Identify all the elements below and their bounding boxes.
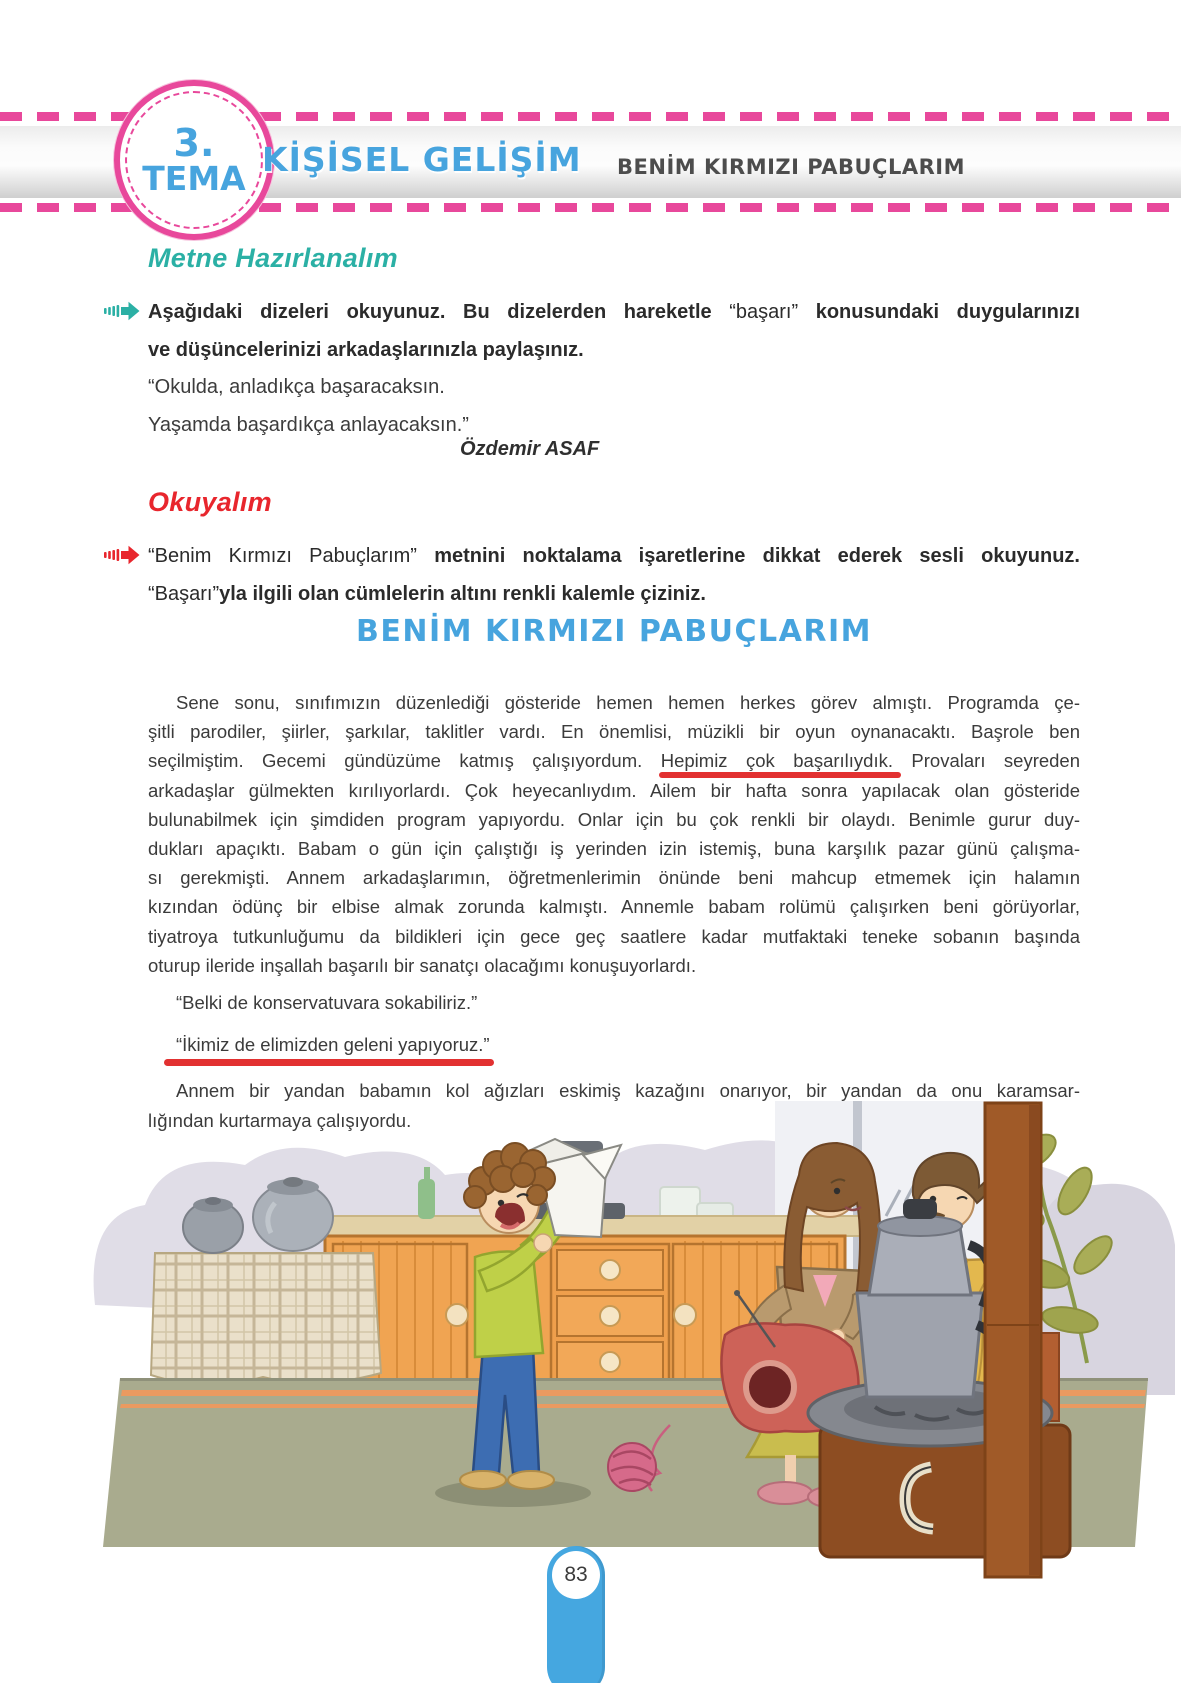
section-heading-prepare: Metne Hazırlanalım	[148, 243, 398, 273]
text-line: “Benim Kırmızı Pabuçlarım” metnini noktalama işaretlerine dikkat ederek sesli okuyunuz.	[148, 545, 1080, 567]
poet-name: Özdemir ASAF	[460, 438, 600, 460]
text-line: Sene sonu, sınıfımızın düzenlediği gösteride hemen hemen herkes görev almıştı. Programda çe-	[176, 692, 1080, 713]
lesson-title-header: BENİM KIRMIZI PABUÇLARIM	[617, 155, 965, 179]
poem-quote	[148, 368, 469, 444]
gray-pots	[183, 1177, 333, 1253]
kitchen-cabinets	[313, 1216, 861, 1396]
wall-background	[94, 1140, 1175, 1395]
poem-line: “Okulda, anladıkça başaracaksın.	[148, 376, 445, 398]
dialogue-line-1: “Belki de konservatuvara sokabiliriz.”	[176, 992, 478, 1013]
text-line: tiyatroya tutkunluğumu da bildikleri için gece geç saatlere kadar mutfaktaki teneke sobanın başında	[148, 925, 1080, 947]
page-number: 83	[552, 1551, 600, 1599]
poem-line: Yaşamda başardıkça anlayacaksın.”	[148, 414, 469, 436]
red-underlined-phrase: Hepimiz çok başarılıydık.	[660, 750, 893, 772]
section-heading-read: Okuyalım	[148, 487, 272, 517]
text-line: kızından ödünç bir elbise almak zorunda kalmıştı. Annemle babam rolümü çalışırken beni görüyorlar,	[148, 896, 1080, 918]
page-number-badge	[547, 1546, 605, 1683]
story-illustration	[85, 1095, 1181, 1583]
unit-label: TEMA	[142, 158, 246, 198]
text-line: bulunabilmek için şimdiden program yapıyordu. Onlar için bu çok renkli bir olaydı. Benimle gurur duy-	[148, 808, 1080, 830]
text-line: Annem bir yandan babamın kol ağızları eskimiş kazağını onarıyor, bir yandan da onu karamsar-	[176, 1080, 1080, 1101]
text-line: “Başarı”yla ilgili olan cümlelerin altını renkli kalemle çiziniz.	[148, 583, 706, 605]
drawer-column	[551, 1244, 669, 1388]
text-line: sı gerekmişti. Annem arkadaşlarımın, öğretmenlerimin önünde beni mahcup etmemek için halamın	[148, 867, 1080, 889]
text-line: Aşağıdaki dizeleri okuyunuz. Bu dizelerden hareketle “başarı” konusundaki duygularınızı	[148, 301, 1080, 323]
read-instruction	[148, 537, 1080, 613]
instruction-text	[148, 293, 1080, 369]
unit-badge	[114, 80, 274, 240]
prepare-instruction	[148, 293, 1080, 369]
green-bottle	[418, 1167, 435, 1219]
carpet	[103, 1378, 1148, 1547]
unit-number: 3.	[173, 120, 215, 165]
instruction-text	[148, 537, 1080, 613]
text-line: arkadaşlar gülmekten kırılıyorlardı. Çok heyecanlıydım. Ailem bir hafta sonra yapılacak olan gösteride	[148, 779, 1080, 801]
stove	[808, 1103, 1070, 1577]
side-table	[151, 1253, 381, 1419]
red-underlined-sentence: “İkimiz de elimizden geleni yapıyoruz.”	[176, 1034, 490, 1055]
kettle	[857, 1199, 999, 1397]
curly-hair	[464, 1143, 555, 1208]
story-paragraph-1	[148, 688, 1080, 980]
mother-figure	[721, 1143, 880, 1508]
father-figure	[882, 1153, 1059, 1523]
story-title: BENİM KIRMIZI PABUÇLARIM	[356, 614, 872, 649]
paper-sheets	[515, 1139, 621, 1237]
arrow-dashes-icon	[104, 544, 140, 566]
text-line: dukları apaçıktı. Babam o gün için çalıştığı iş yerinden izin istemiş, buna karşılık pazar günü çalışma-	[148, 838, 1080, 860]
sink-faucet	[505, 1141, 625, 1219]
plant	[986, 1127, 1118, 1363]
text-line: şitli parodiler, şiirler, şarkılar, taklitler vardı. En önemlisi, müzikli bir oyun oynanacaktı. Başrole ben	[148, 721, 1080, 743]
text-line: oturup ileride inşallah başarılı bir sanatçı olacağımı konuşuyorlardı.	[148, 954, 697, 976]
window	[660, 1101, 1037, 1431]
text-line: seçilmiştim. Gecemi gündüzüme katmış çalışıyordum. Hepimiz çok başarılıydık. Provaları seyreden	[148, 750, 1081, 772]
text-line: ve düşüncelerinizi arkadaşlarınızla paylaşınız.	[148, 339, 584, 361]
boy-figure	[435, 1139, 621, 1507]
text-line: lığından kurtarmaya çalışıyordu.	[148, 1110, 412, 1131]
story-paragraph-2	[148, 1076, 1080, 1136]
unit-title: KİŞİSEL GELİŞİM	[262, 140, 582, 179]
yarn-ball	[608, 1425, 670, 1491]
arrow-dashes-icon	[104, 300, 140, 322]
dialogue-line-2	[148, 1034, 490, 1056]
